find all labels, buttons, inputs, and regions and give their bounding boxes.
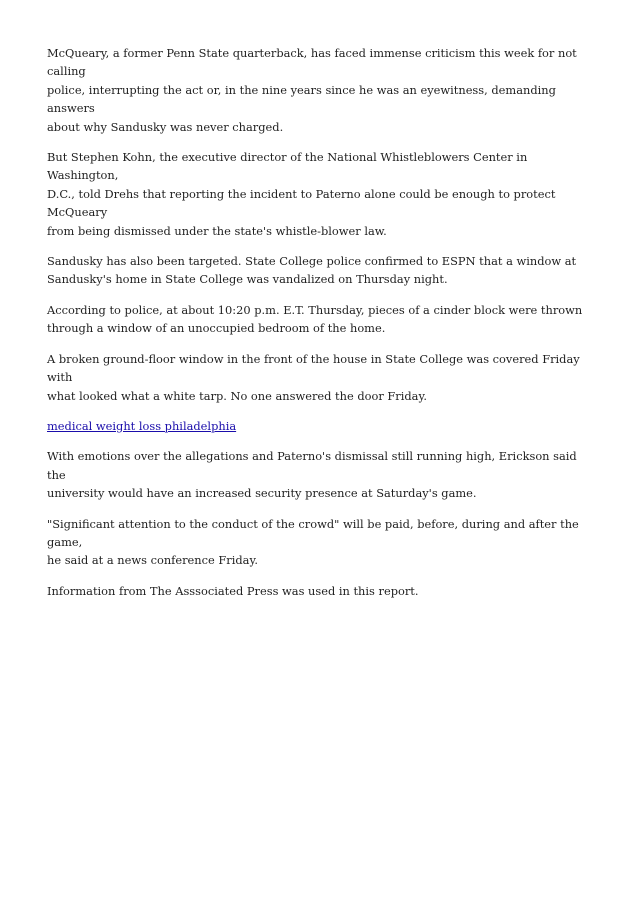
paragraph-link-wrapper (47, 417, 595, 435)
paragraph-crowd-conduct: "Significant attention to the conduct of the crowd" will be paid, before, during and after the game, he said at a news conference Friday. (47, 516, 579, 568)
paragraph-kohn-whistleblower: But Stephen Kohn, the executive director of the National Whistleblowers Center in Washington, D.C., told Drehs that reporting the incident to Paterno alone could be enough to protect McQueary from being dismissed under the state's whistle-blower law. (47, 150, 556, 238)
paragraph-ap-credit: Information from The Asssociated Press was used in this report. (47, 583, 419, 598)
paragraph-security-presence: With emotions over the allegations and Paterno's dismissal still running high, Erickson said the university would have an increased security presence at Saturday's game. (47, 449, 577, 501)
paragraph-broken-window: A broken ground-floor window in the front of the house in State College was covered Friday with what looked what a white tarp. No one answered the door Friday. (47, 351, 580, 403)
paragraph-police-report: According to police, at about 10:20 p.m. E.T. Thursday, pieces of a cinder block were thrown through a window of an unoccupied bedroom of the home. (47, 302, 583, 336)
medical-weight-loss-link[interactable]: medical weight loss philadelphia (47, 418, 237, 433)
document-page (47, 44, 595, 612)
paragraph-sandusky-targeted: Sandusky has also been targeted. State College police confirmed to ESPN that a window at Sandusky's home in State College was vandalized on Thursday night. (47, 254, 577, 287)
paragraph-mcqueary-criticism: McQueary, a former Penn State quarterback, has faced immense criticism this week for not calling police, interrupting the act or, in the nine years since he was an eyewitness, demanding answers about why Sandusky was never charged. (47, 46, 577, 134)
